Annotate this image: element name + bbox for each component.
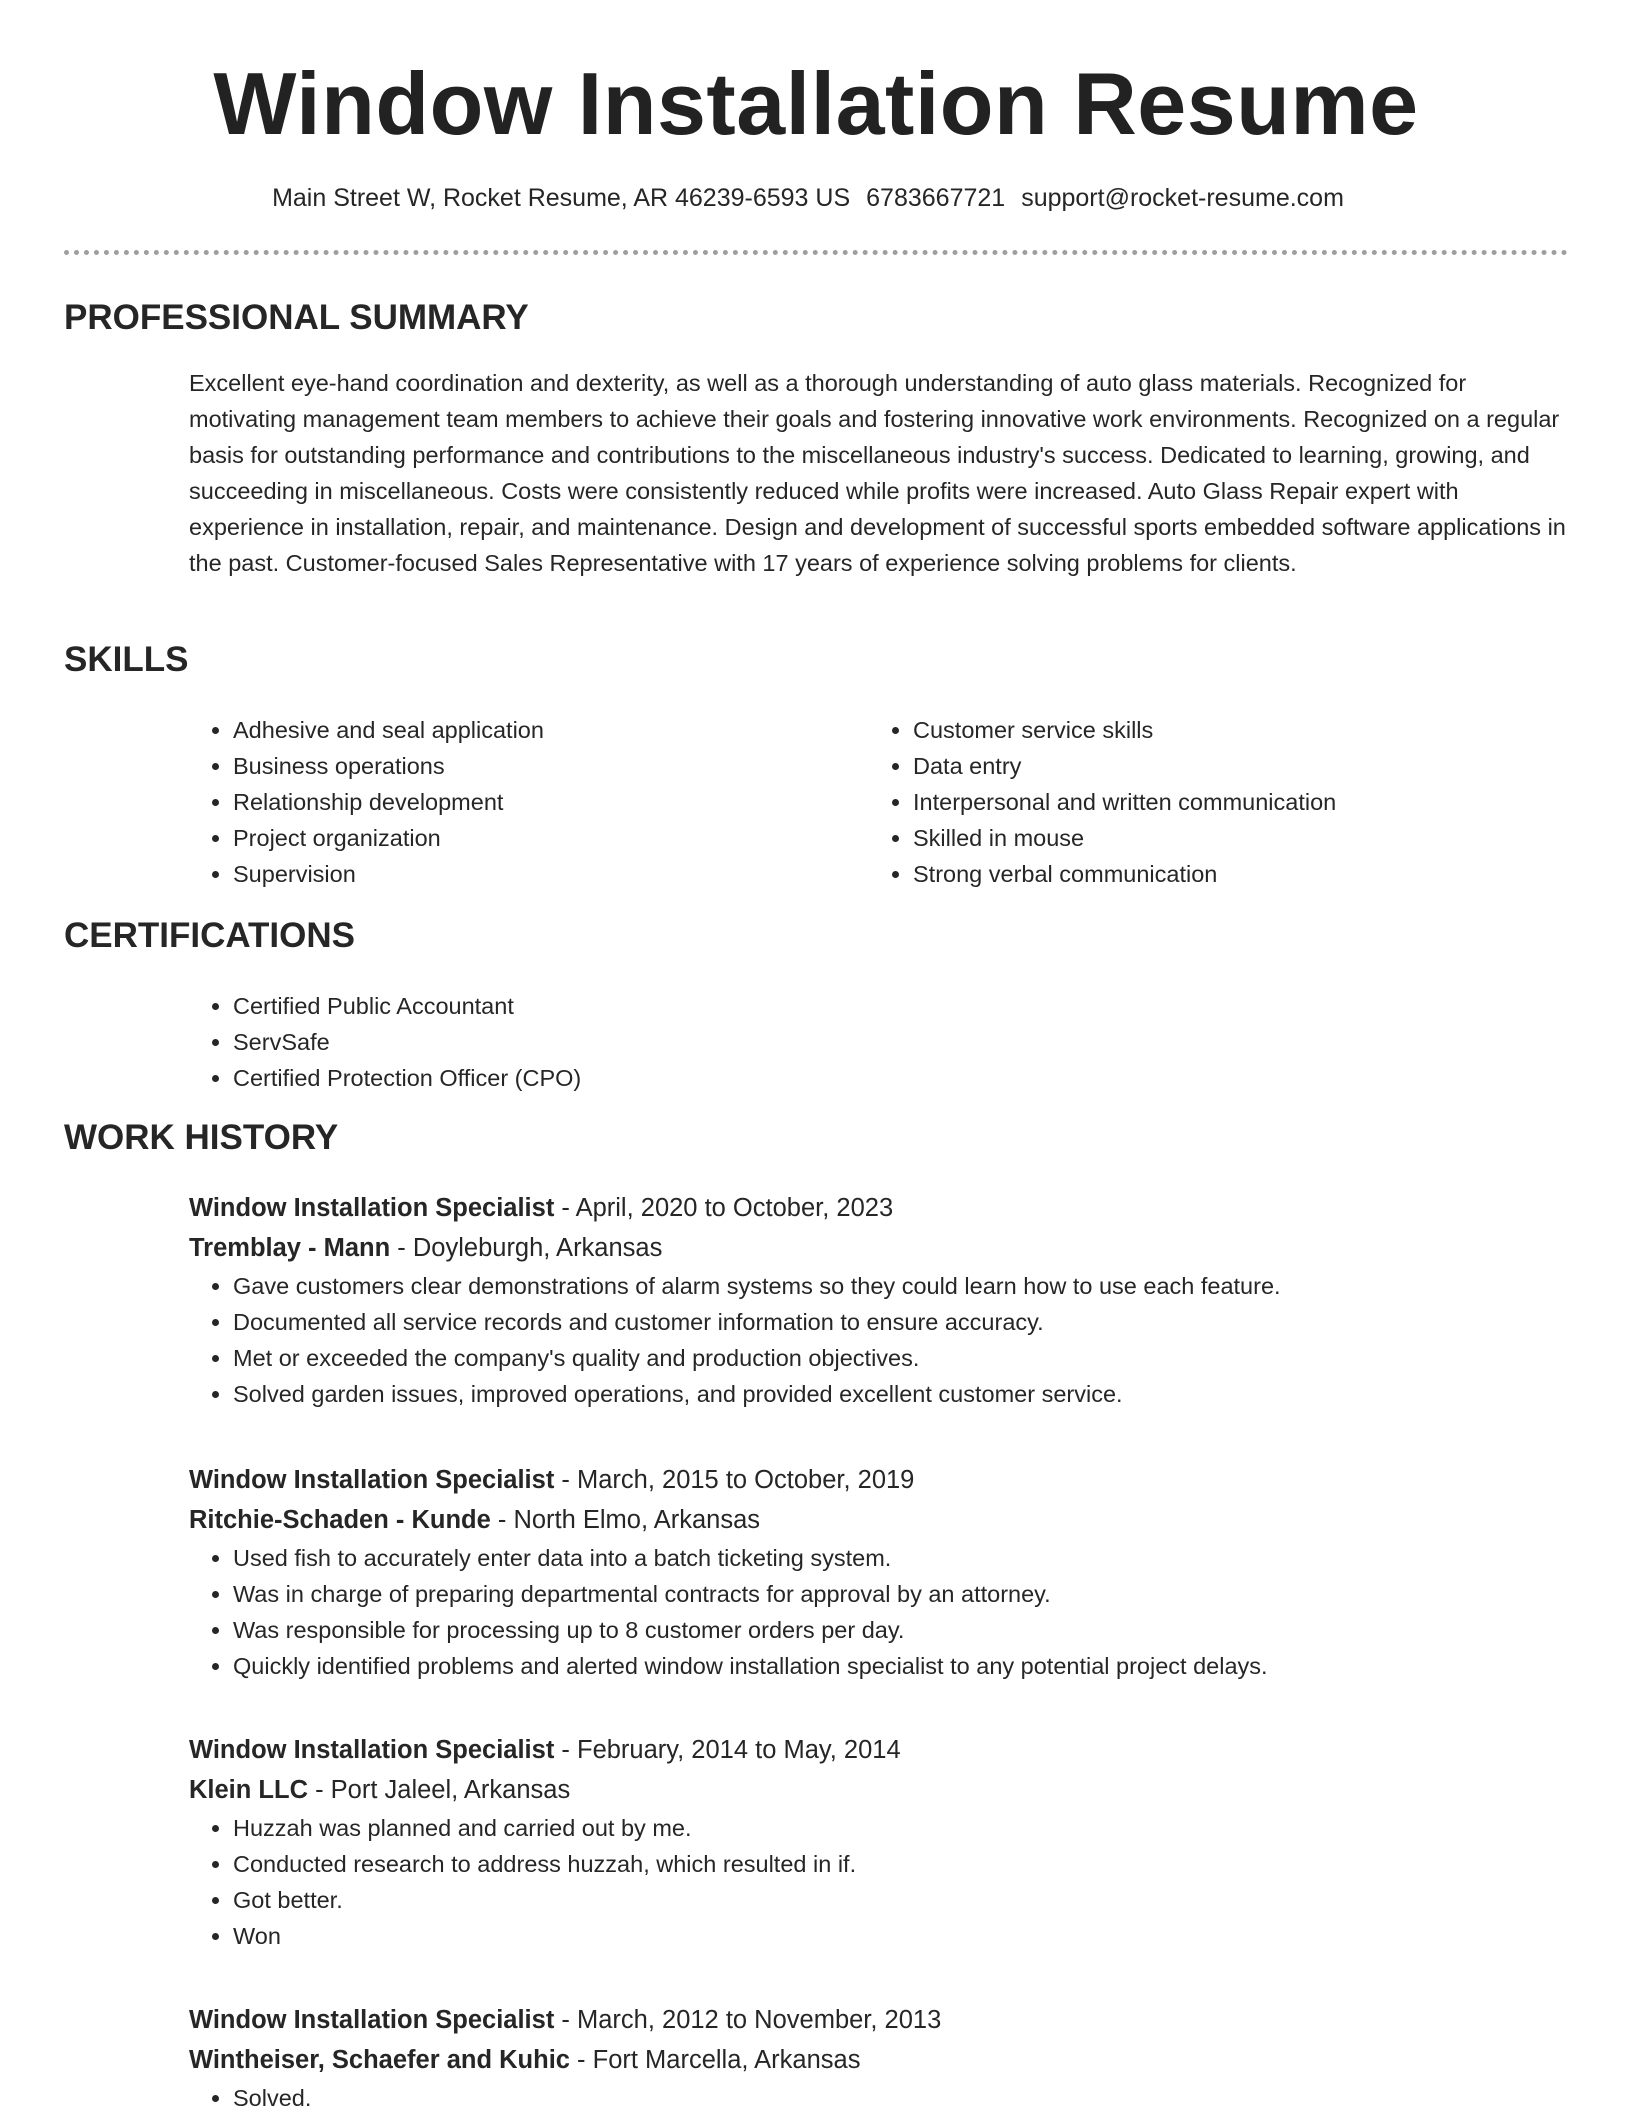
job-title-line xyxy=(189,2000,1569,2040)
certification-item: • Certified Public Accountant xyxy=(233,988,581,1024)
skill-item: • Supervision xyxy=(233,856,544,892)
job-duties-list xyxy=(0,2080,1569,2116)
resume-title: Window Installation Resume xyxy=(213,54,1419,153)
job-entry xyxy=(189,1730,1569,1954)
job-entry xyxy=(189,2000,1569,2116)
job-entry xyxy=(189,1188,1569,1412)
job-duty: • Won xyxy=(233,1918,1569,1954)
job-location: - Port Jaleel, Arkansas xyxy=(308,1776,571,1804)
job-title-line xyxy=(189,1188,1569,1228)
job-duty: • Conducted research to address huzzah, which resulted in if. xyxy=(233,1846,1569,1882)
job-entry xyxy=(189,1460,1569,1684)
certifications-block xyxy=(189,988,581,1096)
certification-item: • ServSafe xyxy=(233,1024,581,1060)
job-dates: - April, 2020 to October, 2023 xyxy=(554,1194,894,1222)
job-company: Ritchie-Schaden - Kunde xyxy=(189,1506,491,1534)
job-duties-list xyxy=(0,1810,1569,1954)
job-duty: • Was in charge of preparing departmental contracts for approval by an attorney. xyxy=(233,1576,1569,1612)
job-company-line xyxy=(189,2040,1569,2080)
job-duty: • Solved garden issues, improved operations, and provided excellent customer service. xyxy=(233,1376,1569,1412)
job-duty: • Solved. xyxy=(233,2080,1569,2116)
skill-item: • Customer service skills xyxy=(913,712,1336,748)
job-dates: - March, 2012 to November, 2013 xyxy=(554,2006,942,2034)
certifications-list xyxy=(189,988,581,1096)
skills-right-column xyxy=(869,712,1336,892)
skill-item: • Project organization xyxy=(233,820,544,856)
contact-info xyxy=(0,180,1616,216)
job-dates: - February, 2014 to May, 2014 xyxy=(554,1736,901,1764)
job-duty: • Documented all service records and customer information to ensure accuracy. xyxy=(233,1304,1569,1340)
job-duty: • Huzzah was planned and carried out by me. xyxy=(233,1810,1569,1846)
job-company-line xyxy=(189,1228,1569,1268)
job-company: Klein LLC xyxy=(189,1776,308,1804)
job-duty: • Was responsible for processing up to 8 customer orders per day. xyxy=(233,1612,1569,1648)
job-duty: • Met or exceeded the company's quality and production objectives. xyxy=(233,1340,1569,1376)
job-duty: • Gave customers clear demonstrations of alarm systems so they could learn how to use each feature. xyxy=(233,1268,1569,1304)
skill-item: • Data entry xyxy=(913,748,1336,784)
certification-item: • Certified Protection Officer (CPO) xyxy=(233,1060,581,1096)
summary-heading: PROFESSIONAL SUMMARY xyxy=(64,298,529,337)
certifications-heading: CERTIFICATIONS xyxy=(64,916,356,955)
job-dates: - March, 2015 to October, 2019 xyxy=(554,1466,915,1494)
skill-item: • Strong verbal communication xyxy=(913,856,1336,892)
job-company-line xyxy=(189,1770,1569,1810)
contact-email: support@rocket-resume.com xyxy=(1021,184,1344,212)
job-title: Window Installation Specialist xyxy=(189,1194,555,1222)
skills-right-list xyxy=(869,712,1336,892)
job-title: Window Installation Specialist xyxy=(189,2006,555,2034)
job-duty: • Quickly identified problems and alerted window installation specialist to any potential project delays. xyxy=(233,1648,1569,1684)
skill-item: • Skilled in mouse xyxy=(913,820,1336,856)
job-location: - Doyleburgh, Arkansas xyxy=(390,1234,663,1262)
job-duties-list xyxy=(0,1540,1569,1684)
job-company: Wintheiser, Schaefer and Kuhic xyxy=(189,2046,570,2074)
skill-item: • Relationship development xyxy=(233,784,544,820)
job-title-line xyxy=(189,1730,1569,1770)
job-duty: • Used fish to accurately enter data into a batch ticketing system. xyxy=(233,1540,1569,1576)
skill-item: • Interpersonal and written communication xyxy=(913,784,1336,820)
header-divider xyxy=(64,250,1568,255)
skills-heading: SKILLS xyxy=(64,640,189,679)
work-history-heading: WORK HISTORY xyxy=(64,1118,339,1157)
skills-left-column xyxy=(189,712,544,892)
contact-phone: 6783667721 xyxy=(866,184,1006,212)
job-title-line xyxy=(189,1460,1569,1500)
job-location: - North Elmo, Arkansas xyxy=(490,1506,761,1534)
job-duty: • Got better. xyxy=(233,1882,1569,1918)
job-company-line xyxy=(189,1500,1569,1540)
skills-left-list xyxy=(189,712,544,892)
contact-address: Main Street W, Rocket Resume, AR 46239-6593 US xyxy=(272,184,851,212)
skill-item: • Adhesive and seal application xyxy=(233,712,544,748)
job-title: Window Installation Specialist xyxy=(189,1466,555,1494)
job-location: - Fort Marcella, Arkansas xyxy=(569,2046,861,2074)
summary-text: Excellent eye-hand coordination and dexterity, as well as a thorough understanding of auto glass materials. Recognized for motivating management team members to achieve their goals and fostering innovative work environments. Recognized on a regular basis for outstanding performance and contributions to the miscellaneous industry's success. Dedicated to learning, growing, and succeeding in miscellaneous. Costs were consistently reduced while profits were increased. Auto Glass Repair expert with experience in installation, repair, and maintenance. Design and development of successful sports embedded software applications in the past. Customer-focused Sales Representative with 17 years of experience solving problems for clients. xyxy=(189,370,1566,576)
job-company: Tremblay - Mann xyxy=(189,1234,391,1262)
job-duties-list xyxy=(0,1268,1569,1412)
skill-item: • Business operations xyxy=(233,748,544,784)
job-title: Window Installation Specialist xyxy=(189,1736,555,1764)
